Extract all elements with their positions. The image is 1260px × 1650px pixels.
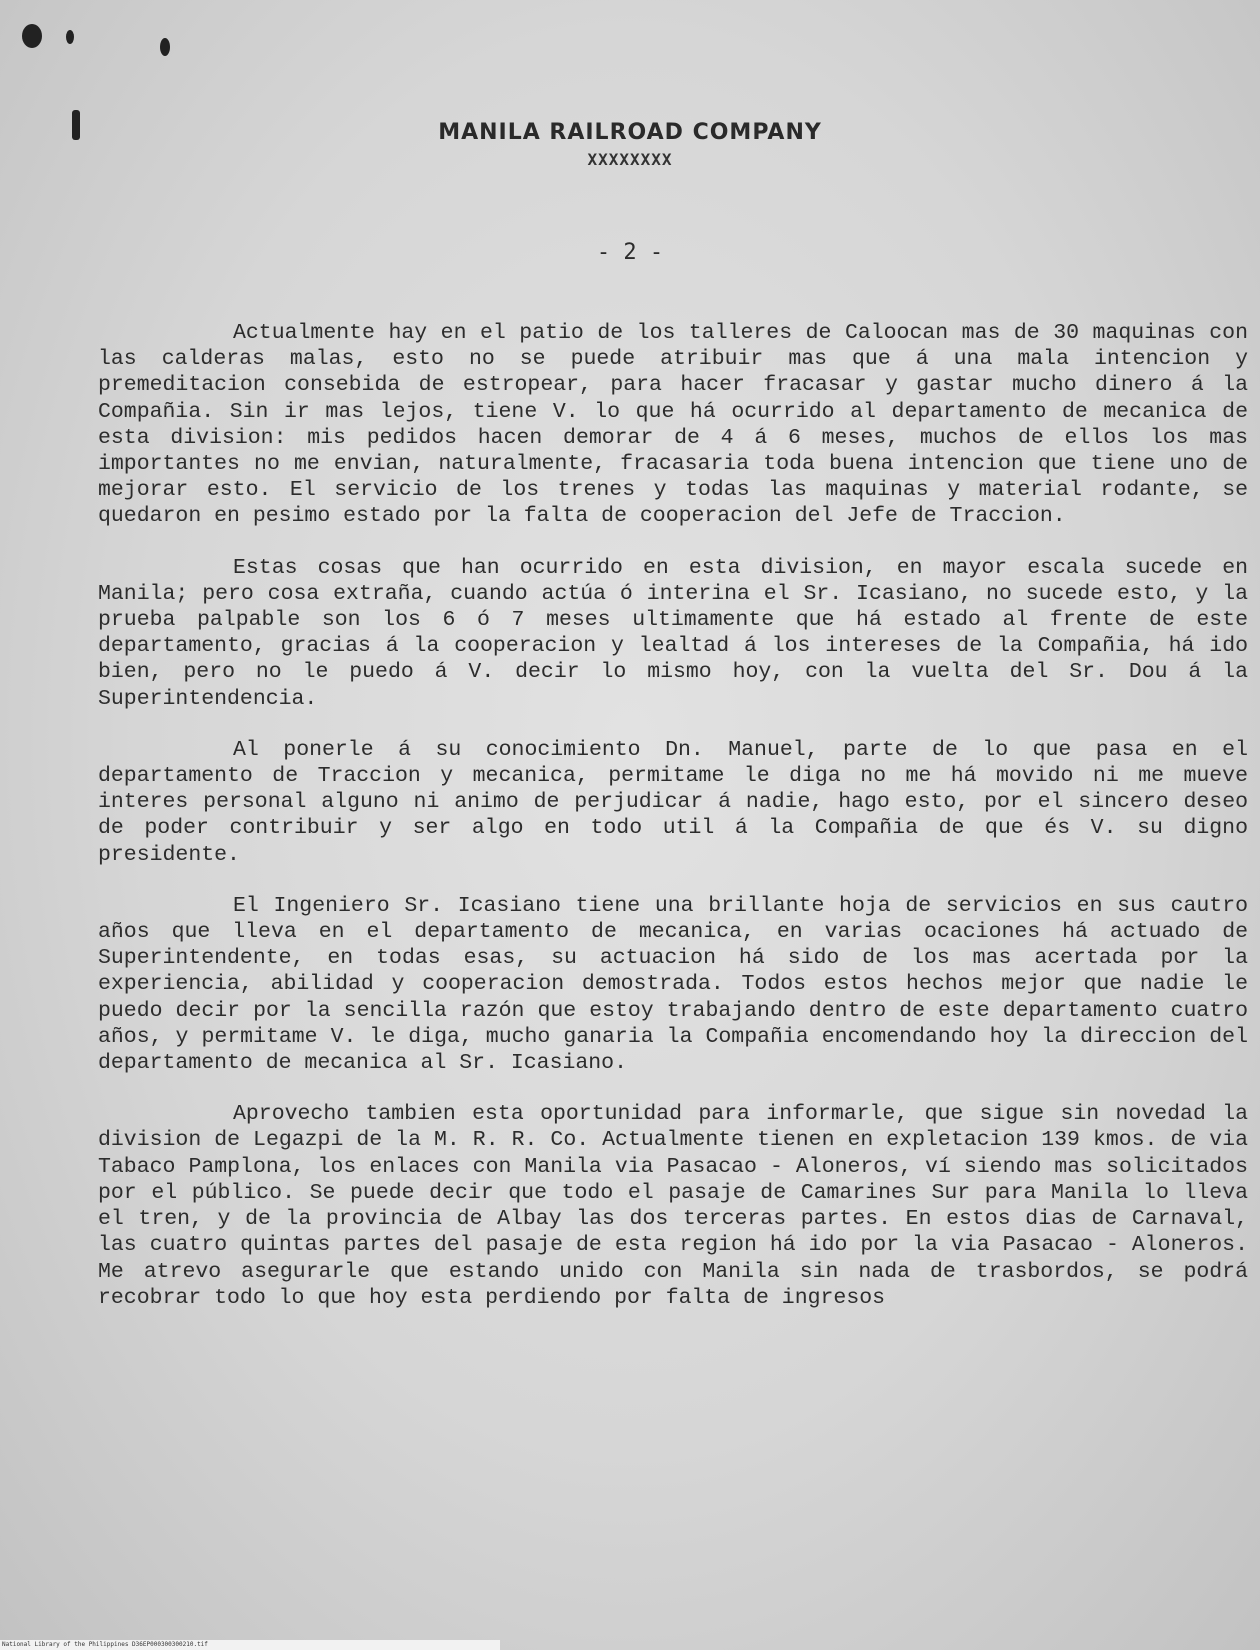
letter-body [98, 320, 1248, 1336]
paragraph: El Ingeniero Sr. Icasiano tiene una brillante hoja de servicios en sus cautro años que lleva en el departamento de mecanica, en varias ocaciones há actuado de Superintendente, en todas esas, su actuacion há sido de los mas acertada por la experiencia, abilidad y cooperacion demostrada. Todos estos hechos mejor que nadie le puedo decir por la sencilla razón que estoy trabajando dentro de este departamento cuatro años, y permitame V. le diga, mucho ganaria la Compañia encomendando hoy la direccion del departamento de mecanica al Sr. Icasiano. [98, 893, 1248, 1076]
page-number: - 2 - [596, 240, 664, 265]
paragraph: Al ponerle á su conocimiento Dn. Manuel, parte de lo que pasa en el departamento de Traccion y mecanica, permitame le diga no me há movido ni me mueve interes personal alguno ni animo de perjudicar á nadie, hago esto, por el sincero deseo de poder contribuir y ser algo en todo util á la Compañia de que és V. su digno presidente. [98, 737, 1248, 867]
archive-footer [0, 1640, 500, 1650]
paragraph: Estas cosas que han ocurrido en esta division, en mayor escala sucede en Manila; pero cosa extraña, cuando actúa ó interina el Sr. Icasiano, no sucede esto, y la prueba palpable son los 6 ó 7 meses ultimamente que há estado al frente de este departamento, gracias á la cooperacion y lealtad á los intereses de la Compañia, há ido bien, pero no le puedo á V. decir lo mismo hoy, con la vuelta del Sr. Dou á la Superintendencia. [98, 555, 1248, 711]
ink-speck [22, 24, 42, 48]
paragraph: Aprovecho tambien esta oportunidad para informarle, que sigue sin novedad la division de Legazpi de la M. R. R. Co. Actualmente tienen en expletacion 139 kmos. de via Tabaco Pamplona, los enlaces con Manila via Pasacao - Aloneros, ví siendo mas solicitados por el público. Se puede decir que todo el pasaje de Camarines Sur para Manila lo lleva el tren, y de la provincia de Albay las dos terceras partes. En estos dias de Carnaval, las cuatro quintas partes del pasaje de esta region há ido por la via Pasacao - Aloneros. Me atrevo asegurarle que estando unido con Manila sin nada de trasbordos, se podrá recobrar todo lo que hoy esta perdiendo por falta de ingresos [98, 1102, 1248, 1310]
letterhead-company: MANILA RAILROAD COMPANY [438, 120, 822, 145]
ink-speck [66, 30, 74, 44]
ink-speck [160, 38, 170, 56]
letterhead-struck-line: XXXXXXXX [587, 150, 673, 169]
paragraph: Actualmente hay en el patio de los talleres de Caloocan mas de 30 maquinas con las calderas malas, esto no se puede atribuir mas que á una mala intencion y premeditacion consebida de estropear, para hacer fracasar y gastar mucho dinero á la Compañia. Sin ir mas lejos, tiene V. lo que há ocurrido al departamento de mecanica de esta division: mis pedidos hacen demorar de 4 á 6 meses, muchos de ellos los mas importantes no me envian, naturalmente, fracasaria toda buena intencion que tiene uno de mejorar esto. El servicio de los trenes y todas las maquinas y material rodante, se quedaron en pesimo estado por la falta de cooperacion del Jefe de Traccion. [98, 321, 1248, 529]
archive-footer-text: National Library of the Philippines D36EP000300300210.tif [2, 1641, 208, 1648]
